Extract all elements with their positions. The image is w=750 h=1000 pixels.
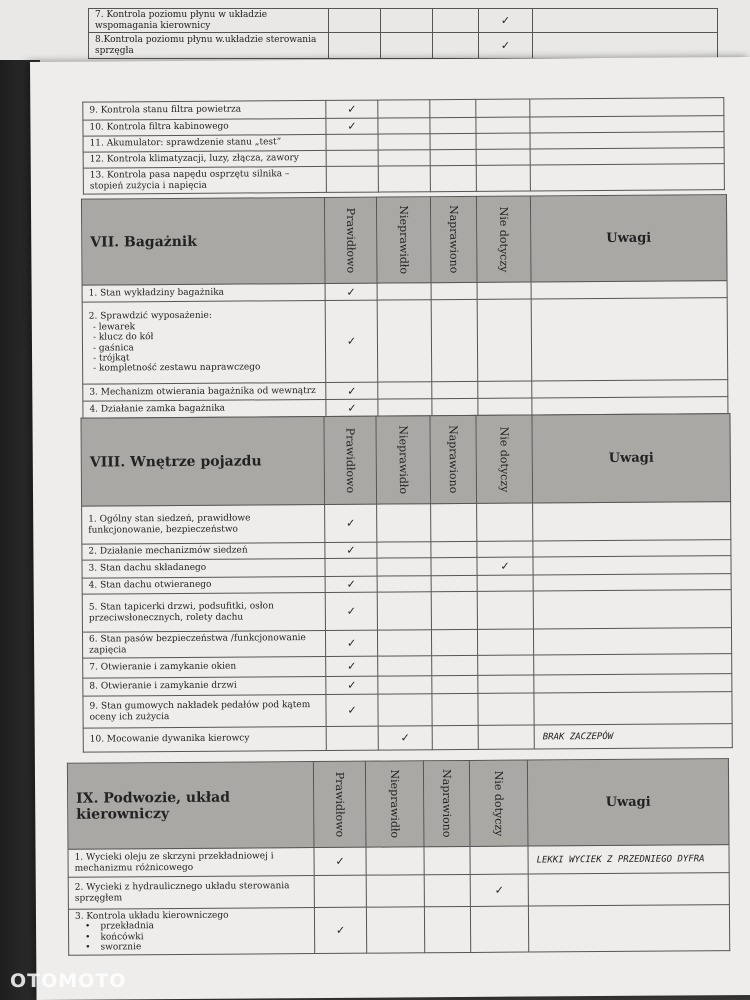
equipment-item: • sworznie xyxy=(101,941,311,953)
row-label-cell xyxy=(82,300,326,384)
remarks-cell[interactable] xyxy=(531,281,727,299)
section7-table xyxy=(81,194,729,419)
row-label: 2. Działanie mechanizmów siedzeń xyxy=(88,545,248,557)
check-cell-ok[interactable]: ✓ xyxy=(325,630,377,656)
check-cell-fixed[interactable] xyxy=(432,693,478,725)
check-cell-ok[interactable] xyxy=(326,150,378,166)
row-label: 13. Kontrola pasa napędu osprzętu silnika –stopień zużycia i napięcia xyxy=(89,169,290,192)
check-cell-bad[interactable] xyxy=(381,9,433,33)
remarks-cell[interactable]: LEKKI WYCIEK Z PRZEDNIEGO DYFRA xyxy=(528,845,729,874)
equipment-item: - gaśnica xyxy=(92,342,134,354)
previous-sheet-table xyxy=(88,8,718,59)
row-label: 5. Stan tapicerki drzwi, podsufitki, osłon przeciwsłonecznych, rolety dachu xyxy=(88,601,274,624)
check-cell-fixed[interactable] xyxy=(430,99,476,117)
col-bad-label: Nieprawidło xyxy=(387,769,402,839)
row-label-cell xyxy=(82,558,325,578)
row-label-cell xyxy=(83,166,326,194)
check-cell-na[interactable] xyxy=(476,149,530,165)
check-cell-bad[interactable] xyxy=(378,134,430,150)
row-label: 7. Kontrola poziomu płynu w układzie wspomagania kierownicy xyxy=(95,10,268,31)
check-cell-bad[interactable] xyxy=(378,656,432,676)
check-cell-bad[interactable] xyxy=(378,118,430,134)
watermark-logo: OTOMOTO xyxy=(10,970,127,992)
equipment-item: - kompletność zestawu naprawczego xyxy=(93,362,261,374)
remarks-cell[interactable] xyxy=(533,574,731,591)
checklist-row xyxy=(83,164,724,194)
row-label-cell xyxy=(82,504,325,544)
check-cell-bad[interactable] xyxy=(378,694,432,726)
row-label: 1. Wycieki oleju ze skrzyni przekładniowej i mechanizmu różnicowego xyxy=(74,851,274,874)
check-cell-ok[interactable]: ✓ xyxy=(325,576,377,592)
remarks-cell[interactable] xyxy=(530,116,724,133)
check-cell-na[interactable] xyxy=(477,541,533,557)
check-cell-bad[interactable] xyxy=(377,558,431,576)
col-na-label: Nie dotyczy xyxy=(491,770,506,837)
remarks-cell[interactable] xyxy=(533,590,731,629)
section8-header xyxy=(81,414,731,507)
check-cell-bad[interactable] xyxy=(377,300,432,382)
check-cell-fixed[interactable] xyxy=(424,846,470,874)
row-label-cell xyxy=(68,876,314,910)
section7-header xyxy=(81,195,727,286)
remarks-cell[interactable] xyxy=(532,380,728,398)
check-cell-bad[interactable] xyxy=(377,592,431,630)
check-cell-fixed[interactable] xyxy=(430,165,476,191)
col-ok-label: Prawidłowo xyxy=(332,771,347,838)
col-fixed-label: Naprawiono xyxy=(447,205,461,274)
equipment-item: • końcówki xyxy=(101,931,311,943)
check-cell-fixed[interactable] xyxy=(430,117,476,133)
row-label: 4. Działanie zamka bagażnika xyxy=(89,403,226,415)
check-cell-bad[interactable] xyxy=(378,676,432,694)
check-cell-bad[interactable] xyxy=(378,150,430,166)
check-cell-bad[interactable] xyxy=(366,847,424,875)
check-cell-fixed[interactable] xyxy=(431,503,477,541)
check-cell-bad[interactable] xyxy=(378,166,430,192)
row-label: 11. Akumulator: sprawdzenie stanu „test” xyxy=(89,137,282,149)
check-cell-ok[interactable]: ✓ xyxy=(325,283,377,300)
check-cell-bad[interactable] xyxy=(377,542,431,558)
row-label-cell xyxy=(83,676,326,696)
check-cell-ok[interactable]: ✓ xyxy=(325,542,377,558)
check-cell-na[interactable] xyxy=(478,655,534,675)
check-cell-ok[interactable]: ✓ xyxy=(326,676,378,694)
row-label-cell xyxy=(83,100,326,120)
row-label-cell xyxy=(68,908,314,956)
check-cell-ok[interactable]: ✓ xyxy=(326,382,378,399)
check-cell-na[interactable] xyxy=(476,99,530,117)
check-cell-fixed[interactable] xyxy=(432,725,478,749)
row-label: 4. Stan dachu otwieranego xyxy=(88,580,212,591)
row-label-cell xyxy=(68,848,314,878)
equipment-list xyxy=(101,920,311,952)
col-ok-label: Prawidłowo xyxy=(344,207,358,274)
check-cell-fixed[interactable] xyxy=(433,9,479,33)
section7-title: VII. Bagażnik xyxy=(81,197,325,285)
check-cell-na[interactable] xyxy=(478,675,534,693)
check-cell-bad[interactable] xyxy=(378,382,432,399)
row-label: 8. Otwieranie i zamykanie drzwi xyxy=(89,680,237,692)
row-label: 2. Wycieki z hydraulicznego układu sterowania sprzęgłem xyxy=(74,881,290,904)
checklist-row xyxy=(83,692,732,729)
col-bad-label: Nieprawidło xyxy=(396,425,411,495)
remarks-cell[interactable] xyxy=(530,148,724,165)
col-remarks-label: Uwagi xyxy=(527,759,729,846)
row-label-cell xyxy=(82,592,325,632)
row-label-cell xyxy=(82,630,325,658)
check-cell-ok[interactable] xyxy=(314,875,366,907)
check-cell-na[interactable]: ✓ xyxy=(470,874,528,906)
check-cell-ok[interactable] xyxy=(326,166,378,192)
check-cell-na[interactable] xyxy=(470,846,528,874)
check-cell-ok[interactable] xyxy=(326,726,378,750)
check-cell-na[interactable] xyxy=(478,693,534,725)
remarks-cell[interactable] xyxy=(534,654,732,675)
row-label-cell xyxy=(83,694,326,728)
check-cell-bad[interactable]: ✓ xyxy=(378,726,432,750)
col-ok-label: Prawidłowo xyxy=(343,427,358,494)
check-cell-fixed[interactable] xyxy=(431,541,477,557)
check-cell-fixed[interactable] xyxy=(432,381,478,398)
check-cell-fixed[interactable] xyxy=(432,655,478,675)
row-label-cell xyxy=(83,118,326,136)
check-cell-ok[interactable]: ✓ xyxy=(325,504,377,542)
remarks-cell[interactable] xyxy=(533,33,718,59)
check-cell-na[interactable]: ✓ xyxy=(479,33,533,59)
remarks-cell[interactable] xyxy=(530,164,724,191)
row-label: 9. Stan gumowych nakładek pedałów pod kątem oceny ich zużycia xyxy=(89,700,311,723)
check-cell-na[interactable] xyxy=(476,165,530,191)
check-cell-fixed[interactable] xyxy=(431,557,477,575)
remarks-cell[interactable] xyxy=(533,556,731,575)
col-na-label: Nie dotyczy xyxy=(497,206,511,273)
row-label: 9. Kontrola stanu filtra powietrza xyxy=(89,104,242,116)
section9-title: IX. Podwozie, układ kierowniczy xyxy=(67,762,314,850)
remarks-cell[interactable] xyxy=(532,397,728,415)
equipment-item: - lewarek xyxy=(92,322,136,333)
row-label-cell xyxy=(83,382,326,401)
col-na-label: Nie dotyczy xyxy=(497,426,512,493)
check-cell-na[interactable] xyxy=(478,725,534,749)
row-label: 3. Kontrola układu kierowniczego xyxy=(74,910,229,922)
row-label-cell xyxy=(82,542,325,560)
col-bad-label: Nieprawidło xyxy=(397,205,411,275)
row-label-cell xyxy=(82,283,325,302)
check-cell-bad[interactable] xyxy=(366,907,424,953)
check-cell-ok[interactable] xyxy=(325,558,377,576)
row-label-cell xyxy=(83,726,326,752)
row-label: 1. Ogólny stan siedzeń, prawidłowe funkcjonowanie, bezpieczeństwo xyxy=(88,513,251,536)
row-label: 12. Kontrola klimatyzacji, luzy, złącza, zawory xyxy=(89,153,299,165)
equipment-list xyxy=(93,321,322,374)
check-cell-fixed[interactable] xyxy=(431,282,477,299)
col-fixed-label: Naprawiono xyxy=(439,769,454,838)
remarks-cell[interactable] xyxy=(534,692,732,725)
check-cell-bad[interactable] xyxy=(366,875,424,907)
remarks-cell[interactable] xyxy=(530,132,724,149)
check-cell-bad[interactable] xyxy=(377,283,431,300)
remarks-cell[interactable] xyxy=(530,98,724,117)
checklist-row xyxy=(68,873,729,910)
checklist-row xyxy=(82,298,728,385)
section8-table xyxy=(80,413,732,753)
check-cell-na[interactable] xyxy=(477,503,533,541)
check-cell-ok[interactable]: ✓ xyxy=(326,656,378,676)
remarks-cell[interactable] xyxy=(531,298,728,381)
row-label-cell xyxy=(83,150,326,168)
col-remarks-label: Uwagi xyxy=(532,414,731,503)
row-label: 8.Kontrola poziomu płynu w.układzie sterowania sprzęgła xyxy=(95,35,317,56)
row-label: 10. Kontrola filtra kabinowego xyxy=(89,121,229,133)
col-fixed-label: Naprawiono xyxy=(446,425,461,494)
check-cell-fixed[interactable] xyxy=(433,33,479,59)
check-cell-fixed[interactable] xyxy=(430,149,476,165)
remarks-cell[interactable] xyxy=(528,905,729,952)
row-label: 2. Sprawdzić wyposażenie: xyxy=(88,311,212,323)
remarks-cell[interactable] xyxy=(528,873,729,906)
check-cell-na[interactable] xyxy=(476,133,530,149)
check-cell-fixed[interactable] xyxy=(424,906,470,952)
check-cell-ok[interactable]: ✓ xyxy=(326,100,378,118)
check-cell-ok[interactable] xyxy=(329,33,381,59)
check-cell-bad[interactable] xyxy=(378,100,430,118)
check-cell-fixed[interactable] xyxy=(432,675,478,693)
remarks-cell[interactable]: BRAK ZACZEPÓW xyxy=(534,724,732,749)
remarks-cell[interactable] xyxy=(534,674,732,693)
check-cell-na[interactable] xyxy=(470,906,528,952)
check-cell-fixed[interactable] xyxy=(431,629,477,655)
check-cell-na[interactable] xyxy=(477,629,533,655)
check-cell-bad[interactable] xyxy=(381,33,433,59)
remarks-cell[interactable] xyxy=(533,628,731,655)
row-label: 3. Mechanizm otwierania bagażnika od wewnątrz xyxy=(89,385,316,398)
checklist-row xyxy=(82,502,731,545)
check-cell-ok[interactable]: ✓ xyxy=(314,847,366,875)
checklist-row xyxy=(89,9,718,33)
row-label-cell xyxy=(83,134,326,152)
section9-header xyxy=(67,759,729,850)
check-cell-ok[interactable]: ✓ xyxy=(325,592,377,630)
check-cell-na[interactable] xyxy=(478,381,532,398)
check-cell-fixed[interactable] xyxy=(424,874,470,906)
check-cell-na[interactable] xyxy=(477,575,533,591)
checklist-row xyxy=(82,590,731,633)
check-cell-na[interactable] xyxy=(477,282,531,299)
section8-title: VIII. Wnętrze pojazdu xyxy=(81,416,325,506)
checklist-row xyxy=(68,905,729,956)
row-label-cell xyxy=(83,656,326,678)
check-cell-na[interactable] xyxy=(478,398,532,415)
check-cell-ok[interactable]: ✓ xyxy=(326,694,378,726)
row-label: 7. Otwieranie i zamykanie okien xyxy=(89,661,237,673)
check-cell-na[interactable] xyxy=(477,591,533,629)
equipment-item: - klucz do kół xyxy=(92,332,154,343)
check-cell-ok[interactable]: ✓ xyxy=(326,399,378,416)
check-cell-na[interactable] xyxy=(477,299,532,381)
row-label: 1. Stan wykładziny bagażnika xyxy=(88,287,225,299)
remarks-cell[interactable] xyxy=(533,502,731,541)
row-label: 10. Mocowanie dywanika kierowcy xyxy=(89,733,250,745)
checklist-row xyxy=(83,724,732,753)
equipment-item: • przekładnia xyxy=(101,920,311,932)
check-cell-fixed[interactable] xyxy=(430,133,476,149)
row-label: 6. Stan pasów bezpieczeństwa /funkcjonowanie zapięcia xyxy=(89,633,306,656)
check-cell-na[interactable]: ✓ xyxy=(477,557,533,575)
check-cell-ok[interactable]: ✓ xyxy=(326,118,378,134)
row-label-cell xyxy=(89,33,329,59)
check-cell-ok[interactable] xyxy=(329,9,381,33)
equipment-item: - trójkąt xyxy=(93,353,130,364)
check-cell-ok[interactable] xyxy=(326,134,378,150)
check-cell-bad[interactable] xyxy=(378,399,432,416)
check-cell-na[interactable] xyxy=(476,117,530,133)
checklist-row xyxy=(89,33,718,59)
section9-table xyxy=(67,758,730,956)
row-label-cell xyxy=(89,9,329,33)
check-cell-bad[interactable] xyxy=(377,576,431,592)
row-label-cell xyxy=(82,576,325,594)
row-label: 3. Stan dachu składanego xyxy=(88,563,207,574)
check-cell-ok[interactable]: ✓ xyxy=(325,300,378,382)
check-cell-fixed[interactable] xyxy=(431,575,477,591)
remarks-cell[interactable] xyxy=(533,540,731,557)
check-cell-fixed[interactable] xyxy=(432,398,478,415)
inspection-sheet xyxy=(30,57,750,1000)
section6-table xyxy=(82,97,725,194)
check-cell-fixed[interactable] xyxy=(431,299,478,381)
check-cell-na[interactable]: ✓ xyxy=(479,9,533,33)
check-cell-fixed[interactable] xyxy=(431,591,477,629)
check-cell-bad[interactable] xyxy=(377,630,431,656)
check-cell-ok[interactable]: ✓ xyxy=(314,907,366,953)
remarks-cell[interactable] xyxy=(533,9,718,33)
check-cell-bad[interactable] xyxy=(377,504,431,542)
col-remarks-label: Uwagi xyxy=(530,195,727,282)
